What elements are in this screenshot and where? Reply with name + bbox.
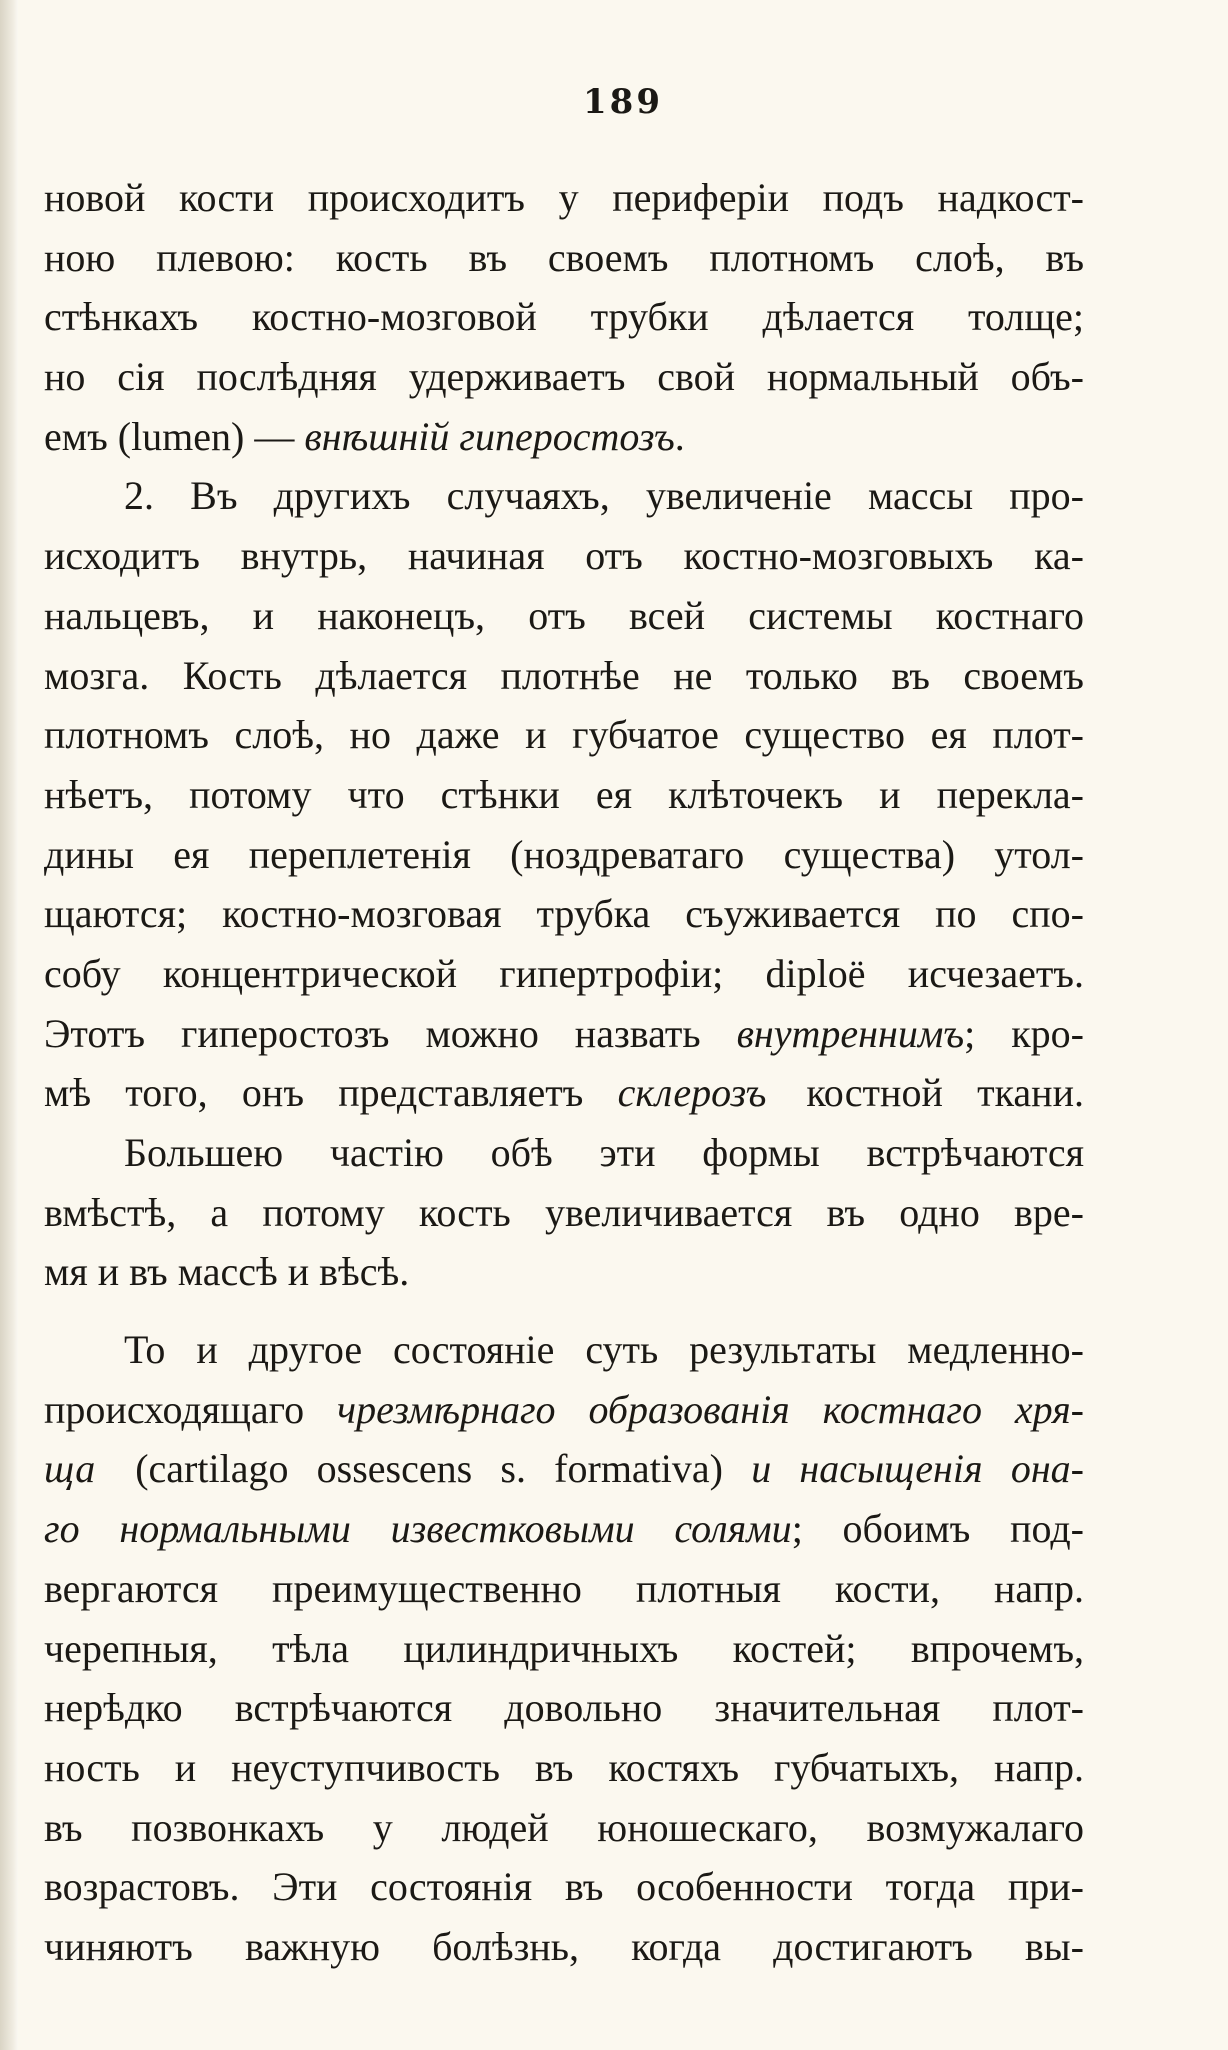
page-binding-edge [0,0,18,2050]
text-segment: вмѣстѣ, а потому кость увеличивается въ одно вре- [44,1189,1084,1235]
text-segment: ность и неуступчивость въ костяхъ губчатыхъ, напр. [44,1744,1084,1790]
text-line [44,1320,1084,1380]
text-line [44,1678,1084,1738]
text-line [44,466,1084,526]
text-line [44,347,1084,407]
text-line [44,705,1084,765]
text-segment: новой кости происходитъ у периферіи подъ надкост- [44,175,1084,220]
text-line [44,1004,1084,1064]
text-line [44,1798,1084,1858]
text-line [44,407,1084,467]
book-page [18,0,1228,2050]
text-line [44,884,1084,944]
text-segment: плотномъ слоѣ, но даже и губчатое существо ея плот- [44,712,1084,758]
text-line [44,287,1084,347]
italic-text: ща [44,1446,96,1492]
text-segment: Этотъ гиперостозъ можно назвать [44,1010,737,1056]
italic-text: склерозъ [617,1070,767,1116]
text-line [44,1242,1084,1302]
text-line [44,1559,1084,1619]
text-line [44,825,1084,885]
text-segment: дины ея переплетенія (ноздреватаго существа) утол- [44,831,1084,877]
text-line [44,1063,1084,1123]
text-segment: происходящаго [44,1386,337,1432]
text-segment: исходитъ внутрь, начиная отъ костно-мозговыхъ ка- [44,533,1084,579]
text-segment: . [674,413,685,459]
page-number: 189 [583,82,663,122]
text-line [44,168,1084,228]
text-segment: ; кро- [964,1010,1084,1056]
text-segment: щаются; костно-мозговая трубка съуживается по спо- [44,891,1084,937]
text-segment: мозга. Кость дѣлается плотнѣе не только въ своемъ [44,652,1084,698]
text-segment: ною плевою: кость въ своемъ плотномъ слоѣ, въ [44,234,1084,280]
text-segment: костной ткани. [766,1070,1084,1116]
text-segment: мѣ того, онъ представляетъ [44,1070,618,1116]
text-segment: (cartilago ossescens s. formativa) [95,1446,752,1492]
text-segment: То и другое состояніе суть результаты медленно- [44,1327,1084,1373]
text-segment: ; обоимъ под- [791,1506,1084,1552]
text-line [44,765,1084,825]
text-line [44,228,1084,288]
italic-text: чрезмѣрнаго образованія костнаго хря- [336,1386,1084,1432]
text-segment: чиняютъ важную болѣзнь, когда достигаютъ вы- [44,1923,1084,1969]
text-segment: возрастовъ. Эти состоянія въ особенности тогда при- [44,1864,1084,1910]
text-line [44,646,1084,706]
text-segment: емъ (lumen) — [44,413,305,459]
text-line [44,1499,1084,1559]
text-segment: нальцевъ, и наконецъ, отъ всей системы костнаго [44,592,1084,638]
text-line [44,1439,1084,1499]
text-line [44,944,1084,1004]
text-segment: но сія послѣдняя удерживаетъ свой нормальный объ- [44,354,1084,400]
text-segment: нѣетъ, потому что стѣнки ея клѣточекъ и перекла- [44,771,1084,817]
text-segment: стѣнкахъ костно-мозговой трубки дѣлается толще; [44,294,1084,340]
text-line [44,1857,1084,1917]
text-line [44,1738,1084,1798]
text-line [44,1917,1084,1977]
text-segment: мя и въ массѣ и вѣсѣ. [44,1249,410,1295]
text-segment: 2. Въ другихъ случаяхъ, увеличеніе массы про- [44,473,1084,519]
text-segment: вергаются преимущественно плотныя кости, напр. [44,1565,1084,1611]
text-line [44,1183,1084,1243]
text-segment: Большею частію обѣ эти формы встрѣчаются [44,1130,1084,1175]
text-line [44,586,1084,646]
italic-text: внѣшній гиперостозъ [304,413,675,459]
text-line [44,526,1084,586]
text-line [44,1123,1084,1183]
italic-text: внутреннимъ [736,1010,965,1056]
text-line [44,1380,1084,1440]
italic-text: и насыщенія она- [751,1446,1084,1492]
text-line [44,1619,1084,1679]
text-segment: собу концентрической гипертрофіи; diploë исчезаетъ. [44,950,1084,996]
text-segment: черепныя, тѣла цилиндричныхъ костей; впрочемъ, [44,1625,1084,1671]
text-segment: въ позвонкахъ у людей юношескаго, возмужалаго [44,1804,1084,1850]
italic-text: го нормальными известковыми солями [44,1506,792,1552]
body-text [44,168,1084,1977]
text-segment: нерѣдко встрѣчаются довольно значительная плот- [44,1685,1084,1731]
